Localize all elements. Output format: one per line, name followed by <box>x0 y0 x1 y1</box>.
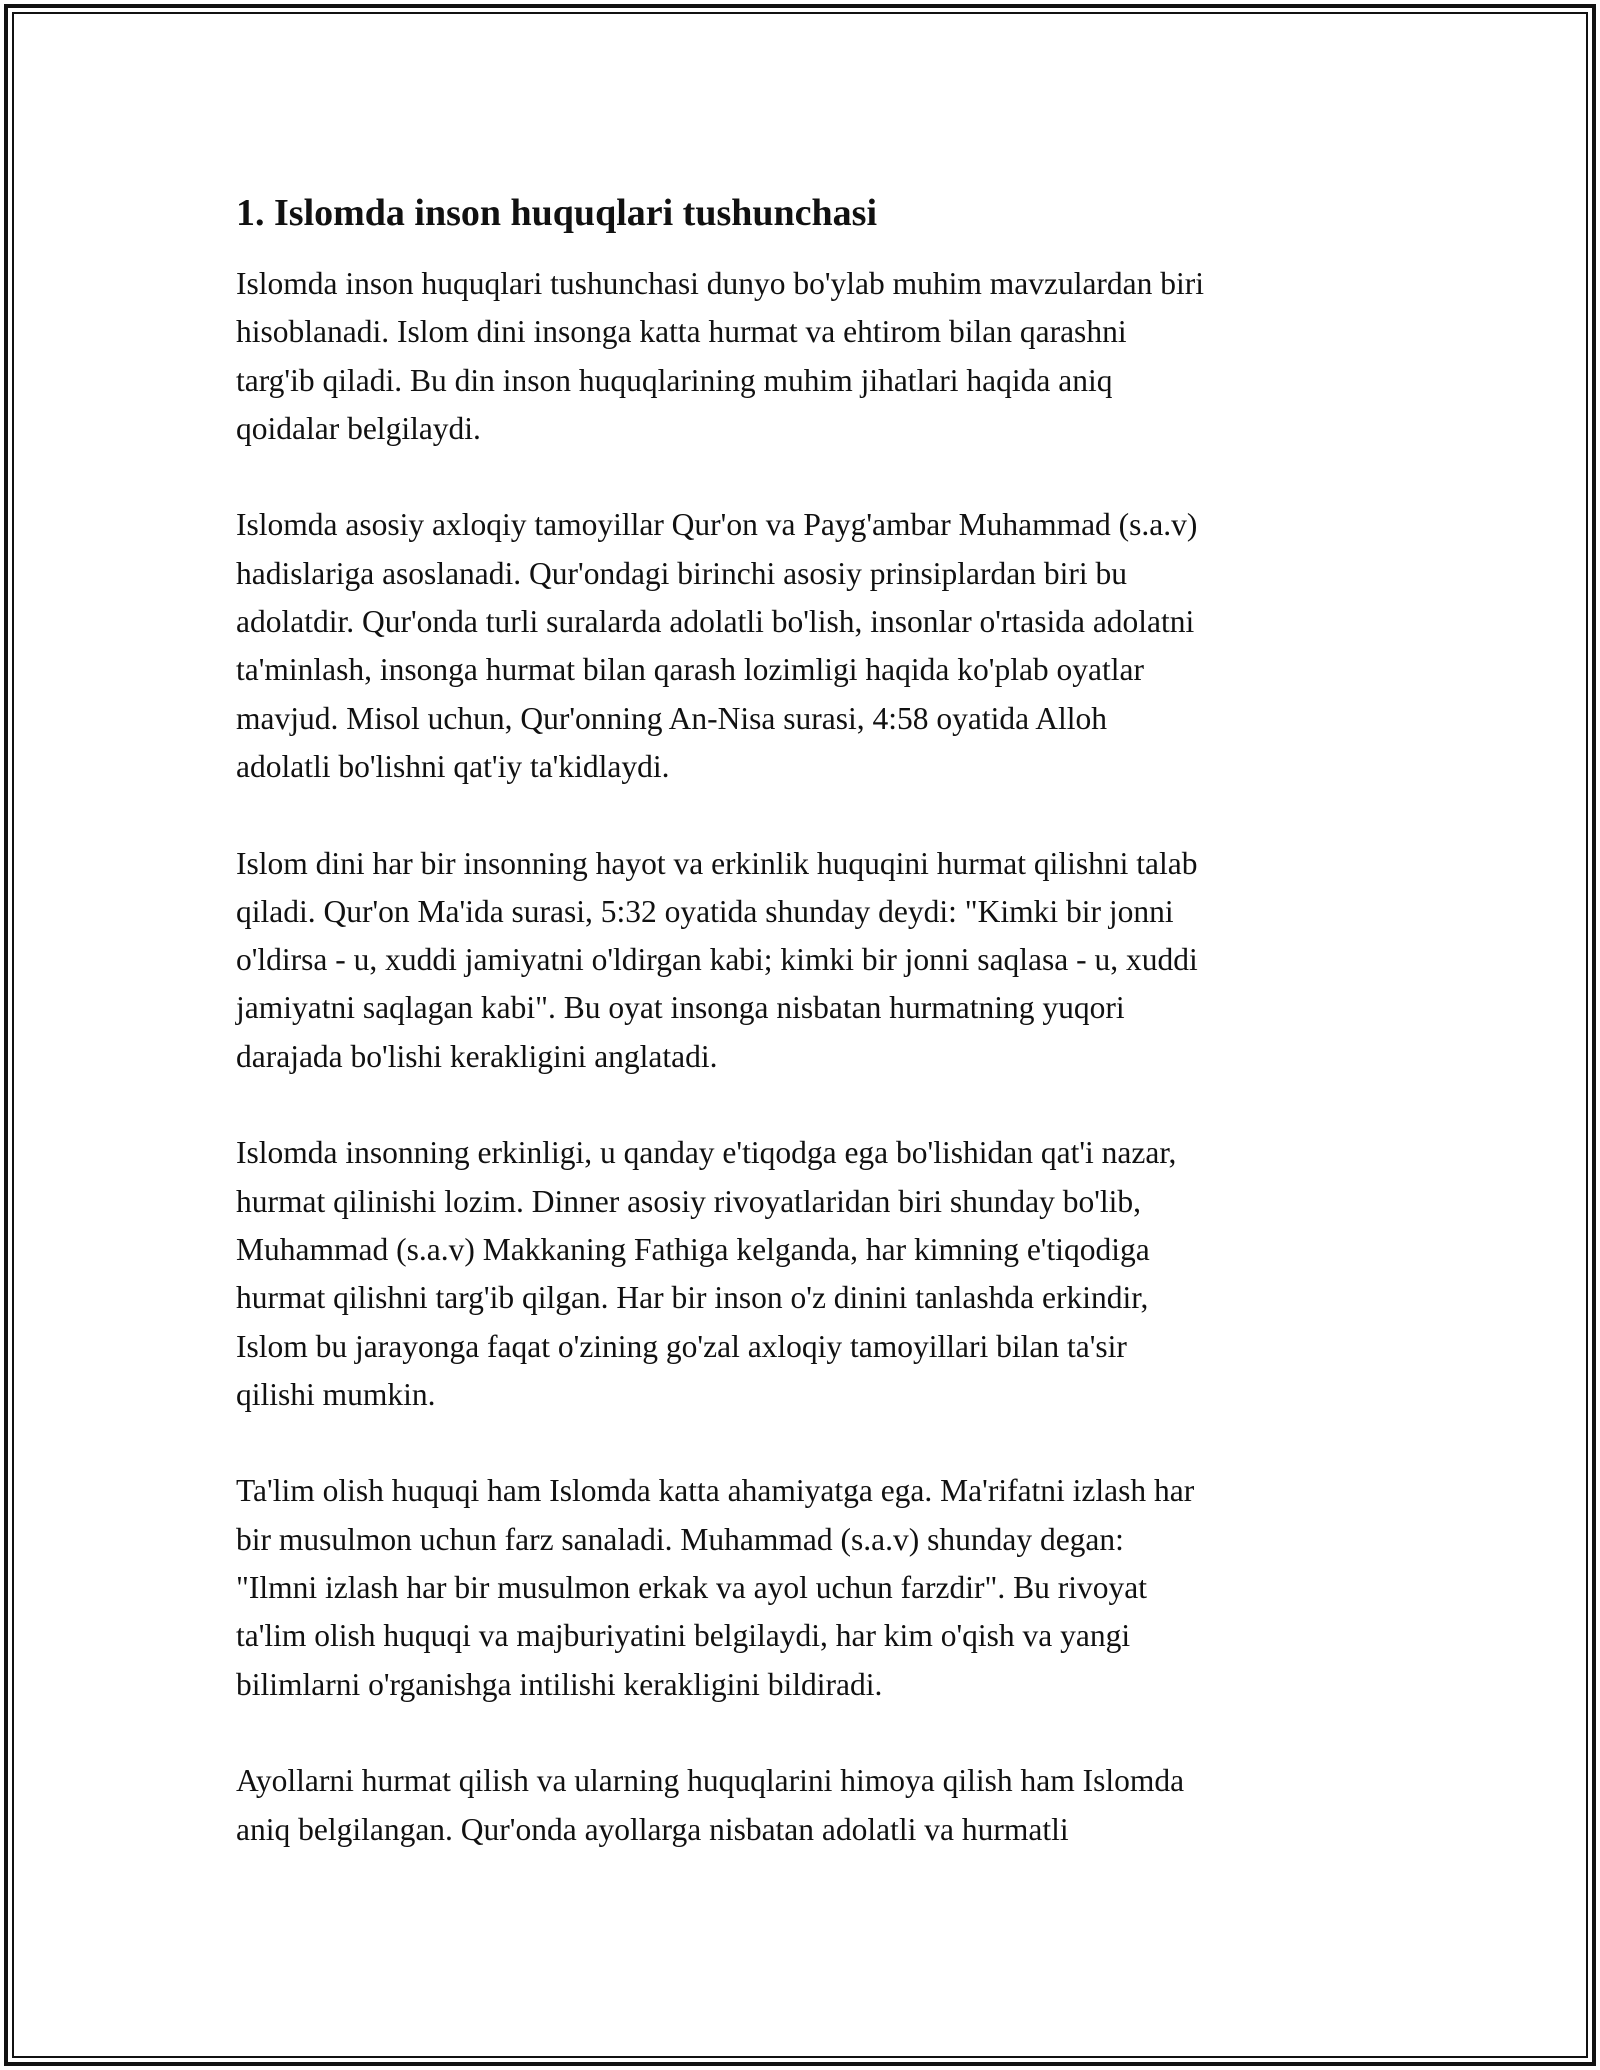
paragraph-line: Islomda asosiy axloqiy tamoyillar Qur'on va Payg'ambar Muhammad (s.a.v) <box>236 507 1198 543</box>
paragraph-line: Ta'lim olish huquqi ham Islomda katta ahamiyatga ega. Ma'rifatni izlash har <box>236 1473 1195 1509</box>
paragraph-line: Islomda insonning erkinligi, u qanday e'tiqodga ega bo'lishidan qat'i nazar, <box>236 1135 1177 1171</box>
paragraph-line: targ'ib qiladi. Bu din inson huquqlarining muhim jihatlari haqida aniq <box>236 362 1113 398</box>
paragraph-line: ta'minlash, insonga hurmat bilan qarash lozimligi haqida ko'plab oyatlar <box>236 652 1145 688</box>
paragraph-line: qilishi mumkin. <box>236 1376 436 1412</box>
paragraph-belief-freedom <box>236 1129 1376 1419</box>
paragraph-line: aniq belgilangan. Qur'onda ayollarga nisbatan adolatli va hurmatli <box>236 1811 1069 1847</box>
paragraph-line: Muhammad (s.a.v) Makkaning Fathiga kelganda, har kimning e'tiqodiga <box>236 1231 1150 1267</box>
section-heading: 1. Islomda inson huquqlari tushunchasi <box>236 192 878 234</box>
paragraph-line: hadislariga asoslanadi. Qur'ondagi birinchi asosiy prinsiplardan biri bu <box>236 555 1127 591</box>
paragraph-line: "Ilmni izlash har bir musulmon erkak va ayol uchun farzdir". Bu rivoyat <box>236 1570 1147 1606</box>
paragraph-life-freedom <box>236 840 1376 1081</box>
paragraph-line: ta'lim olish huquqi va majburiyatini belgilaydi, har kim o'qish va yangi <box>236 1618 1131 1654</box>
paragraph-line: adolatli bo'lishni qat'iy ta'kidlaydi. <box>236 748 670 784</box>
paragraph-line: qoidalar belgilaydi. <box>236 410 481 446</box>
paragraph-principles <box>236 501 1376 791</box>
paragraph-line: bir musulmon uchun farz sanaladi. Muhammad (s.a.v) shunday degan: <box>236 1521 1124 1557</box>
paragraph-line: jamiyatni saqlagan kabi". Bu oyat insonga nisbatan hurmatning yuqori <box>236 990 1125 1026</box>
paragraph-line: Ayollarni hurmat qilish va ularning huquqlarini himoya qilish ham Islomda <box>236 1763 1185 1799</box>
paragraph-education <box>236 1467 1376 1708</box>
paragraph-line: o'ldirsa - u, xuddi jamiyatni o'ldirgan kabi; kimki bir jonni saqlasa - u, xuddi <box>236 942 1198 978</box>
paragraph-line: bilimlarni o'rganishga intilishi kerakligini bildiradi. <box>236 1666 883 1702</box>
paragraph-intro <box>236 260 1376 453</box>
paragraph-line: qiladi. Qur'on Ma'ida surasi, 5:32 oyatida shunday deydi: "Kimki bir jonni <box>236 893 1174 929</box>
paragraph-line: hurmat qilishni targ'ib qilgan. Har bir inson o'z dinini tanlashda erkindir, <box>236 1280 1149 1316</box>
paragraph-line: Islomda inson huquqlari tushunchasi dunyo bo'ylab muhim mavzulardan biri <box>236 266 1205 301</box>
paragraph-line: mavjud. Misol uchun, Qur'onning An-Nisa surasi, 4:58 oyatida Alloh <box>236 700 1107 736</box>
document-body <box>236 188 1376 1902</box>
paragraph-line: hisoblanadi. Islom dini insonga katta hurmat va ehtirom bilan qarashni <box>236 314 1127 350</box>
paragraph-line: Islom bu jarayonga faqat o'zining go'zal axloqiy tamoyillari bilan ta'sir <box>236 1328 1127 1364</box>
paragraph-line: Islom dini har bir insonning hayot va erkinlik huquqini hurmat qilishni talab <box>236 845 1198 881</box>
paragraph-line: hurmat qilinishi lozim. Dinner asosiy rivoyatlaridan biri shunday bo'lib, <box>236 1183 1142 1219</box>
paragraph-line: adolatdir. Qur'onda turli suralarda adolatli bo'lish, insonlar o'rtasida adolatni <box>236 604 1195 640</box>
paragraph-women-rights <box>236 1757 1376 1854</box>
paragraph-line: darajada bo'lishi kerakligini anglatadi. <box>236 1038 718 1074</box>
